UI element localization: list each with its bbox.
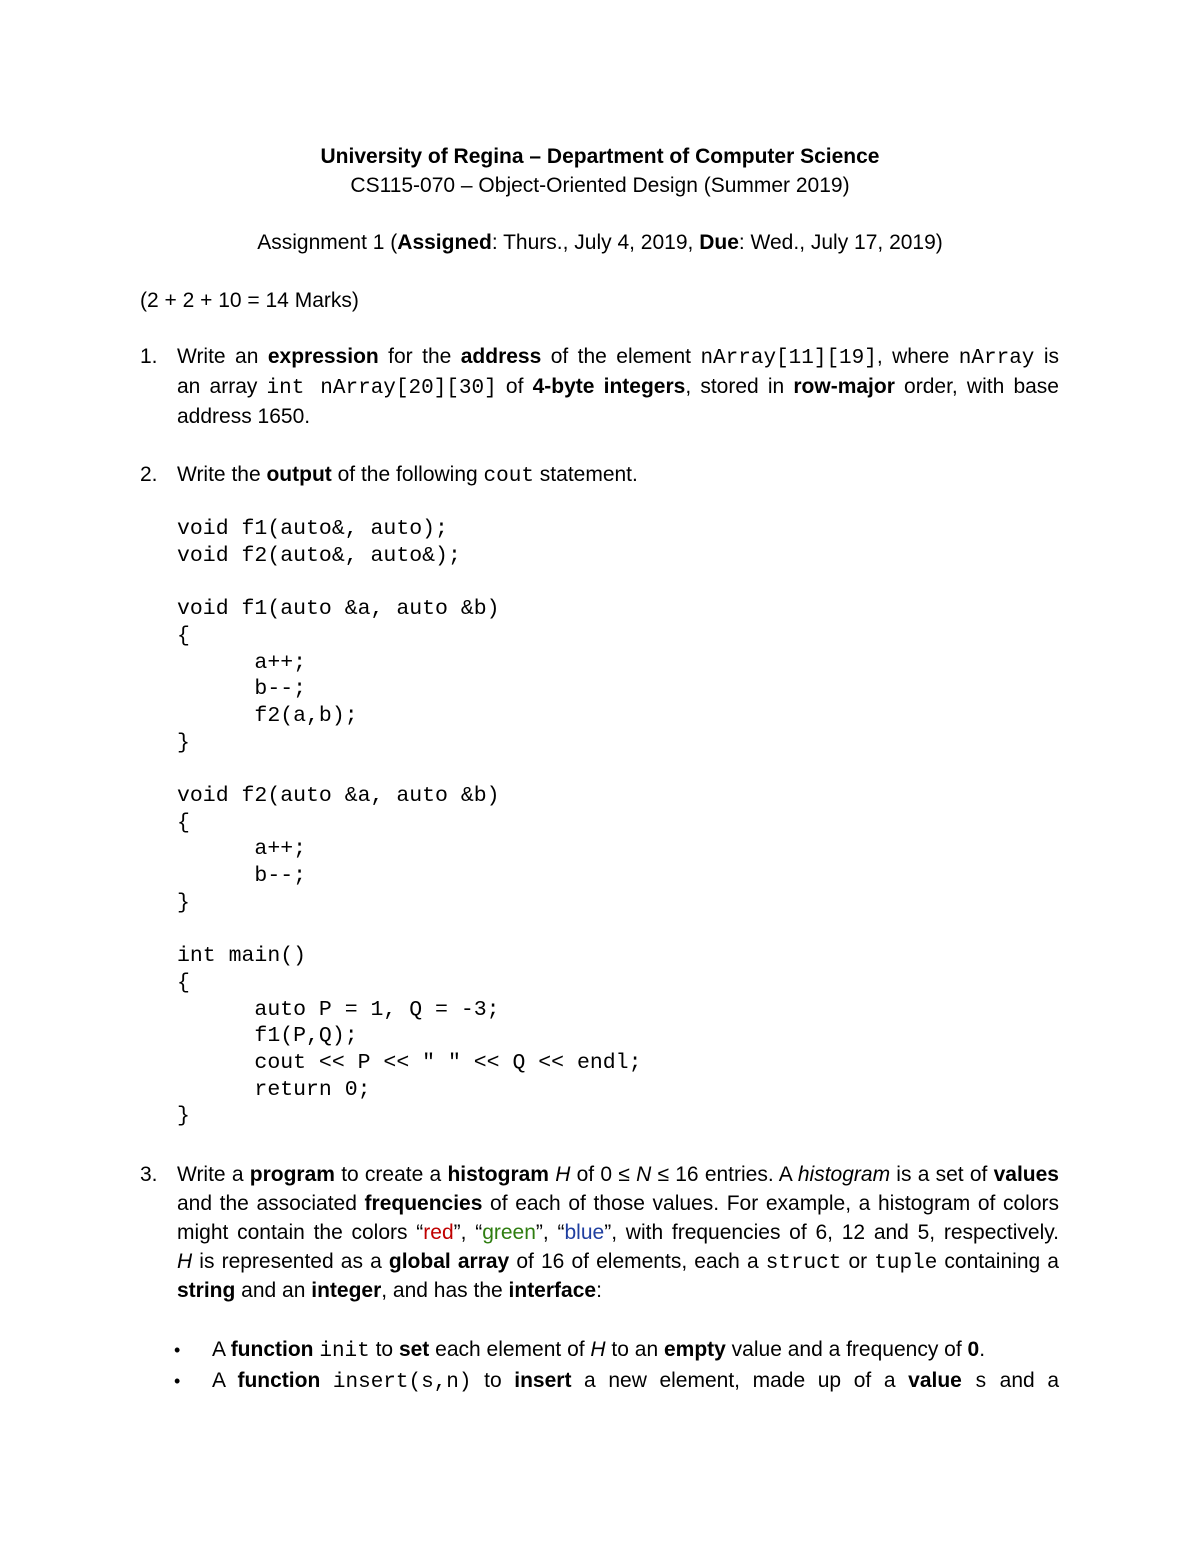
q3-line-3 <box>177 1219 1059 1247</box>
code-line: } <box>177 1104 190 1129</box>
q3-bold-insert: insert <box>514 1369 572 1392</box>
q3-bold-function: function <box>230 1338 314 1361</box>
q1-text: of the element <box>541 345 701 368</box>
q3-text: is a set of <box>890 1163 994 1186</box>
code-line: return 0; <box>177 1077 371 1102</box>
q1-code-element: nArray[11][19] <box>700 347 877 370</box>
q3-italic-h: H <box>590 1338 606 1361</box>
q3-text: containing a <box>937 1250 1059 1273</box>
q3-text <box>320 1369 333 1392</box>
code-line: auto P = 1, Q = -3; <box>177 997 500 1022</box>
code-line <box>177 917 641 944</box>
due-date: : Wed., July 17, 2019) <box>738 231 943 254</box>
q1-number: 1. <box>140 345 158 368</box>
q3-code-init: init <box>319 1340 370 1363</box>
q2-prompt <box>177 461 638 491</box>
q3-italic-h: H <box>177 1250 193 1273</box>
assignment-line <box>0 229 1200 257</box>
code-line: void f1(auto&, auto); <box>177 517 448 541</box>
q2-bold-output: output <box>266 463 332 486</box>
q3-text: is represented as a <box>192 1250 389 1273</box>
code-line: cout << P << " " << Q << endl; <box>177 1051 642 1076</box>
q3-code-struct: struct <box>765 1252 842 1275</box>
bullet-icon: • <box>174 1340 181 1360</box>
q3-bold-function: function <box>237 1369 321 1392</box>
q3-bullet-init <box>212 1336 985 1366</box>
assigned-label: Assigned <box>397 231 492 254</box>
q2-number: 2. <box>140 463 158 486</box>
code-line: { <box>177 810 190 835</box>
q1-line-3: address 1650. <box>177 405 311 428</box>
q3-line-1 <box>177 1161 1059 1189</box>
code-line <box>177 569 641 596</box>
q3-text: Write a <box>177 1163 250 1186</box>
code-line: { <box>177 623 190 648</box>
code-line: void f1(auto &a, auto &b) <box>177 597 500 622</box>
q1-text: is <box>1034 345 1060 368</box>
q1-text: , where <box>876 345 959 368</box>
q1-text: order, with base <box>894 375 1059 398</box>
q2-code-cout: cout <box>483 465 534 488</box>
q3-code-insert: insert(s,n) <box>332 1371 472 1394</box>
q2-text: Write the <box>177 463 267 486</box>
q3-text: ”, “ <box>535 1221 565 1244</box>
q1-line-1 <box>177 343 1059 373</box>
q3-bold-frequencies: frequencies <box>364 1192 483 1215</box>
q3-text: of 16 of elements, each a <box>509 1250 766 1273</box>
q1-bold-address: address <box>460 345 542 368</box>
q3-number: 3. <box>140 1163 158 1186</box>
q3-text: a new element, made up of a <box>571 1369 909 1392</box>
code-line: f1(P,Q); <box>177 1024 358 1049</box>
code-line <box>177 756 641 783</box>
q3-text: . <box>979 1338 986 1361</box>
course-heading: CS115-070 – Object-Oriented Design (Summer 2019) <box>350 174 850 197</box>
q3-bold-program: program <box>249 1163 335 1186</box>
q1-bold-row-major: row-major <box>793 375 895 398</box>
q1-text: an array <box>177 375 267 398</box>
q3-text: and an <box>235 1279 312 1302</box>
q1-bold-4-byte: 4-byte integers <box>532 375 686 398</box>
q3-color-green: green <box>482 1221 536 1244</box>
q3-text: to <box>369 1338 399 1361</box>
q3-bold-integer: integer <box>311 1279 382 1302</box>
assignment-prefix: Assignment 1 ( <box>257 231 398 254</box>
q3-text: might contain the colors “ <box>177 1221 424 1244</box>
code-line: void f2(auto&, auto&); <box>177 543 461 568</box>
q3-text: A <box>212 1338 231 1361</box>
code-line: b--; <box>177 677 307 702</box>
q3-text: , and has the <box>381 1279 509 1302</box>
code-line: void f2(auto &a, auto &b) <box>177 784 500 809</box>
q2-text: of the following <box>331 463 484 486</box>
bullet-icon: • <box>174 1371 181 1391</box>
q1-bold-expression: expression <box>267 345 379 368</box>
q1-text: for the <box>378 345 461 368</box>
q3-line-4 <box>177 1248 1059 1278</box>
q3-line-5 <box>177 1277 602 1305</box>
assigned-date: : Thurs., July 4, 2019, <box>491 231 700 254</box>
q3-text: of 0 ≤ <box>570 1163 637 1186</box>
q3-text: each element of <box>429 1338 591 1361</box>
marks-line: (2 + 2 + 10 = 14 Marks) <box>140 289 359 312</box>
q3-bold-interface: interface <box>508 1279 597 1302</box>
q3-text: value and a frequency of <box>725 1338 968 1361</box>
q3-text: to an <box>605 1338 664 1361</box>
code-line: a++; <box>177 650 307 675</box>
q3-bold-values: values <box>993 1163 1059 1186</box>
due-label: Due <box>699 231 739 254</box>
q3-text: to create a <box>334 1163 448 1186</box>
q3-text: ≤ 16 entries. A <box>651 1163 798 1186</box>
q1-code-declaration: int nArray[20][30] <box>266 377 497 400</box>
q3-line-2 <box>177 1190 1059 1218</box>
q3-text: and a <box>987 1369 1059 1392</box>
q3-text: of each of those values. For example, a histogram of colors <box>482 1192 1059 1215</box>
code-line: b--; <box>177 864 307 889</box>
q3-text: ”, “ <box>453 1221 483 1244</box>
q3-italic-histogram: histogram <box>797 1163 891 1186</box>
q3-italic-h: H <box>555 1163 571 1186</box>
q3-bullet-insert <box>212 1367 1059 1397</box>
q3-text: : <box>596 1279 602 1302</box>
q3-text: ”, with frequencies of 6, 12 and 5, respectively. <box>604 1221 1060 1244</box>
q3-bold-string: string <box>177 1279 236 1302</box>
q1-text: Write an <box>177 345 268 368</box>
q3-text: to <box>471 1369 515 1392</box>
q1-line-2 <box>177 373 1059 403</box>
q3-text <box>962 1369 975 1392</box>
q3-italic-n: N <box>636 1163 652 1186</box>
code-line: } <box>177 890 190 915</box>
code-line: } <box>177 730 190 755</box>
q3-text: and the associated <box>177 1192 365 1215</box>
q3-color-red: red <box>423 1221 454 1244</box>
code-line: a++; <box>177 837 307 862</box>
q1-text: of <box>496 375 533 398</box>
q3-bold-empty: empty <box>663 1338 726 1361</box>
q2-code-block <box>177 516 641 1130</box>
q1-text: , stored in <box>685 375 794 398</box>
q3-code-s: s <box>974 1371 988 1394</box>
university-heading: University of Regina – Department of Computer Science <box>320 145 880 168</box>
code-line: { <box>177 970 190 995</box>
q2-text: statement. <box>533 463 638 486</box>
code-line: int main() <box>177 944 307 969</box>
q3-text: or <box>841 1250 875 1273</box>
q3-color-blue: blue <box>564 1221 605 1244</box>
q3-bold-set: set <box>398 1338 430 1361</box>
q1-code-array: nArray <box>958 347 1035 370</box>
q3-bold-histogram: histogram <box>447 1163 549 1186</box>
q3-bold-zero: 0 <box>967 1338 980 1361</box>
code-line: f2(a,b); <box>177 703 358 728</box>
q3-bold-global-array: global array <box>388 1250 510 1273</box>
q3-text: A <box>212 1369 238 1392</box>
q3-code-tuple: tuple <box>874 1252 938 1275</box>
q3-bold-value: value <box>908 1369 962 1392</box>
